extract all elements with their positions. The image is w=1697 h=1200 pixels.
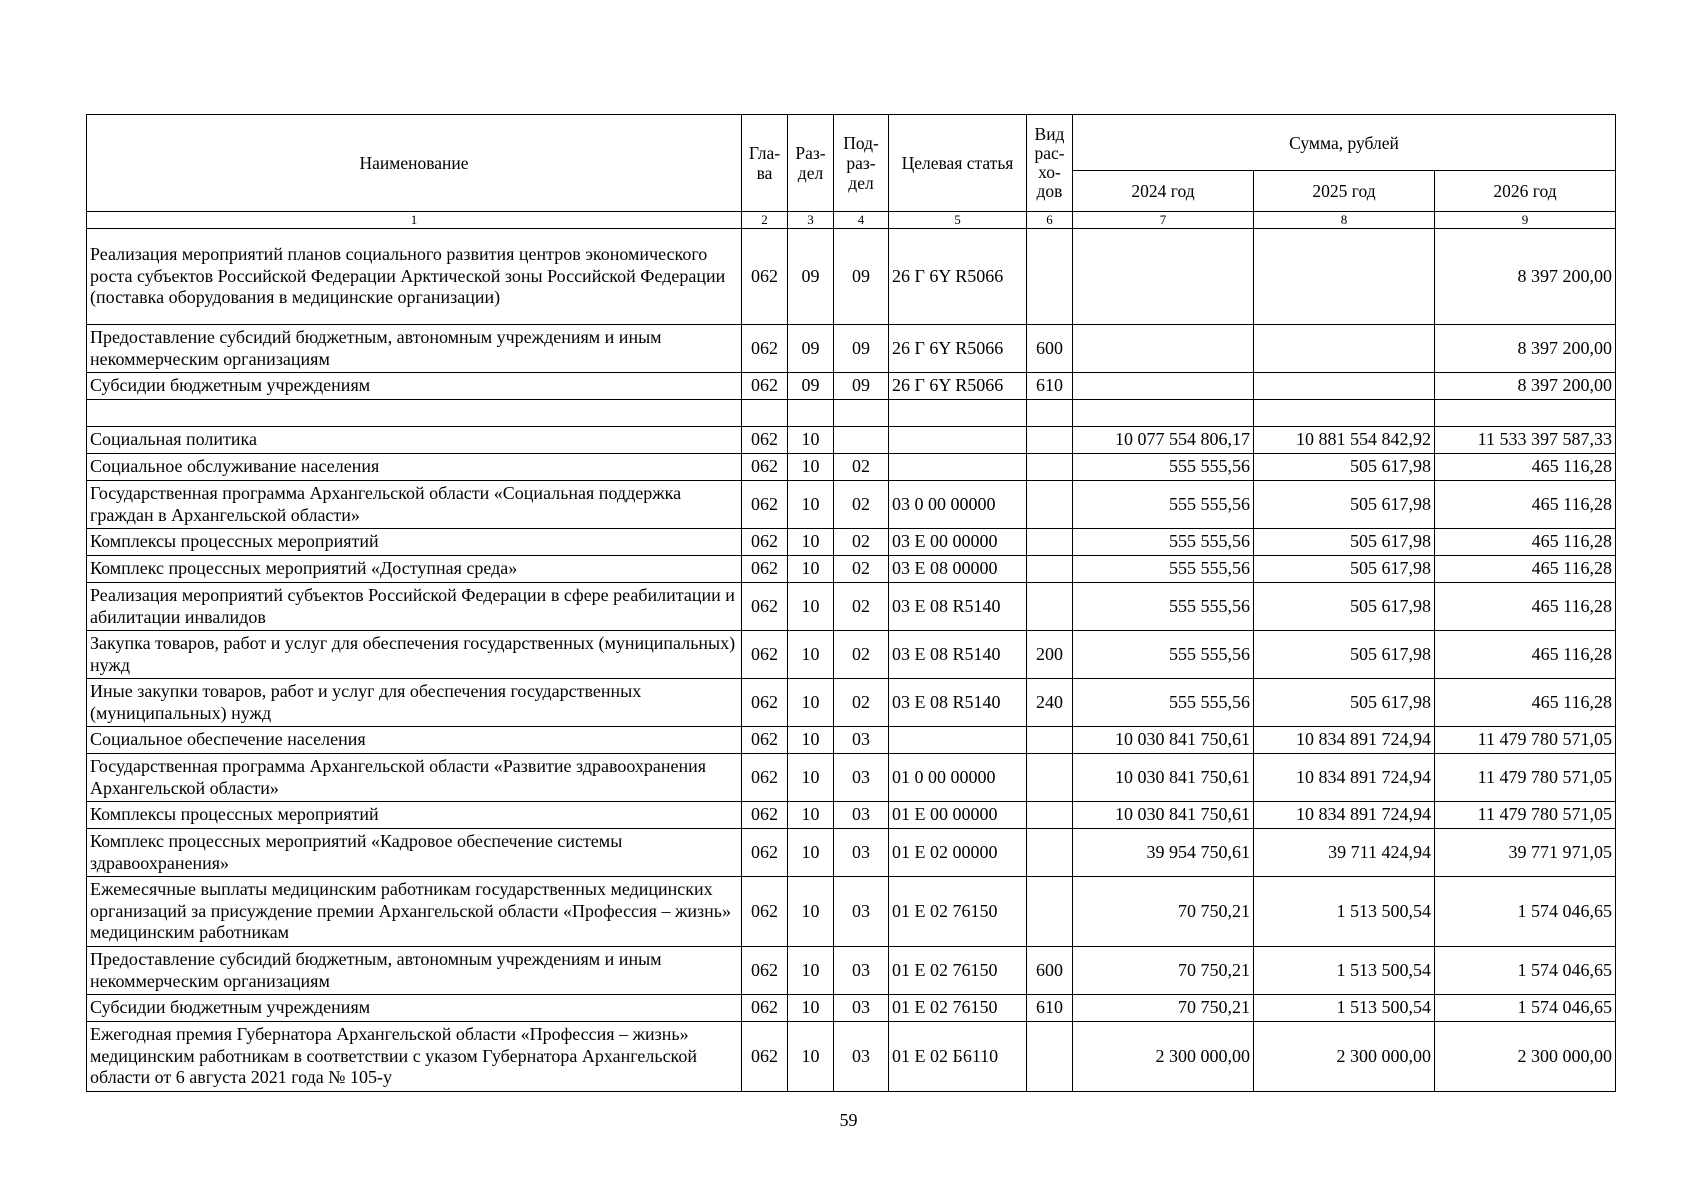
row-section: 10 — [788, 529, 834, 556]
table-body — [87, 229, 1616, 1092]
row-expense-type — [1027, 427, 1073, 454]
row-sum-2026: 465 116,28 — [1435, 529, 1616, 556]
row-sum-2026: 11 479 780 571,05 — [1435, 754, 1616, 802]
row-expense-type — [1027, 481, 1073, 529]
page-number: 59 — [839, 1110, 858, 1130]
row-target-article: 03 Е 00 00000 — [889, 529, 1027, 556]
row-sum-2026: 465 116,28 — [1435, 679, 1616, 727]
row-section: 10 — [788, 583, 834, 631]
table-row — [87, 481, 1616, 529]
row-subsection: 03 — [834, 1022, 889, 1092]
column-number: 1 — [87, 212, 742, 229]
column-number: 6 — [1027, 212, 1073, 229]
row-chapter: 062 — [742, 229, 788, 325]
row-target-article: 26 Г 6Y R5066 — [889, 229, 1027, 325]
row-name: Социальная политика — [87, 427, 742, 454]
row-target-article: 03 Е 08 00000 — [889, 556, 1027, 583]
table-row — [87, 829, 1616, 877]
header-chapter: Гла-ва — [742, 115, 788, 212]
row-name: Закупка товаров, работ и услуг для обеспечения государственных (муниципальных) нужд — [87, 631, 742, 679]
row-sum-2024: 555 555,56 — [1073, 583, 1254, 631]
row-expense-type — [1027, 802, 1073, 829]
column-number-row — [87, 212, 1616, 229]
row-sum-2026: 465 116,28 — [1435, 583, 1616, 631]
row-chapter: 062 — [742, 947, 788, 995]
row-sum-2025: 10 881 554 842,92 — [1254, 427, 1435, 454]
row-sum-2026: 11 479 780 571,05 — [1435, 802, 1616, 829]
row-name: Реализация мероприятий субъектов Российской Федерации в сфере реабилитации и абилитации инвалидов — [87, 583, 742, 631]
row-subsection: 03 — [834, 727, 889, 754]
budget-table — [86, 114, 1616, 1092]
row-sum-2025: 505 617,98 — [1254, 454, 1435, 481]
row-sum-2024: 555 555,56 — [1073, 679, 1254, 727]
row-name: Государственная программа Архангельской области «Развитие здравоохранения Архангельской области» — [87, 754, 742, 802]
row-chapter: 062 — [742, 583, 788, 631]
header-target-article: Целевая статья — [889, 115, 1027, 212]
row-sum-2026: 11 479 780 571,05 — [1435, 727, 1616, 754]
row-sum-2025: 505 617,98 — [1254, 631, 1435, 679]
row-sum-2025: 1 513 500,54 — [1254, 995, 1435, 1022]
row-target-article: 01 Е 02 00000 — [889, 829, 1027, 877]
row-sum-2025: 1 513 500,54 — [1254, 947, 1435, 995]
row-section: 10 — [788, 427, 834, 454]
row-name: Предоставление субсидий бюджетным, автономным учреждениям и иным некоммерческим организациям — [87, 947, 742, 995]
row-section: 10 — [788, 454, 834, 481]
row-subsection — [834, 400, 889, 427]
table-row — [87, 631, 1616, 679]
row-section: 10 — [788, 727, 834, 754]
table-row — [87, 427, 1616, 454]
row-sum-2024: 555 555,56 — [1073, 556, 1254, 583]
row-chapter: 062 — [742, 829, 788, 877]
row-sum-2026: 1 574 046,65 — [1435, 947, 1616, 995]
row-sum-2025 — [1254, 373, 1435, 400]
row-name: Комплекс процессных мероприятий «Доступная среда» — [87, 556, 742, 583]
row-subsection: 03 — [834, 995, 889, 1022]
row-name: Комплексы процессных мероприятий — [87, 802, 742, 829]
column-number: 4 — [834, 212, 889, 229]
table-row — [87, 229, 1616, 325]
header-subsection: Под-раз-дел — [834, 115, 889, 212]
row-target-article: 01 Е 00 00000 — [889, 802, 1027, 829]
header-sum: Сумма, рублей — [1073, 115, 1616, 171]
row-expense-type: 610 — [1027, 995, 1073, 1022]
row-section: 10 — [788, 556, 834, 583]
header-year-2024: 2024 год — [1073, 171, 1254, 212]
row-sum-2026: 8 397 200,00 — [1435, 229, 1616, 325]
row-sum-2024 — [1073, 400, 1254, 427]
row-sum-2026: 1 574 046,65 — [1435, 995, 1616, 1022]
row-target-article — [889, 727, 1027, 754]
table-row — [87, 373, 1616, 400]
row-sum-2026: 465 116,28 — [1435, 631, 1616, 679]
row-target-article — [889, 427, 1027, 454]
row-target-article: 01 0 00 00000 — [889, 754, 1027, 802]
row-name: Реализация мероприятий планов социального развития центров экономического роста субъектов Российской Федерации Арктической зоны Российской Федерации (поставка оборудования в медицинские организации) — [87, 229, 742, 325]
row-name: Ежемесячные выплаты медицинским работникам государственных медицинских организаций за присуждение премии Архангельской области «Профессия – жизнь» медицинским работникам — [87, 877, 742, 947]
column-number: 9 — [1435, 212, 1616, 229]
row-expense-type: 200 — [1027, 631, 1073, 679]
row-sum-2025: 505 617,98 — [1254, 583, 1435, 631]
row-sum-2026 — [1435, 400, 1616, 427]
header-name: Наименование — [87, 115, 742, 212]
row-expense-type — [1027, 754, 1073, 802]
row-chapter: 062 — [742, 373, 788, 400]
row-subsection: 03 — [834, 947, 889, 995]
row-name: Иные закупки товаров, работ и услуг для обеспечения государственных (муниципальных) нужд — [87, 679, 742, 727]
row-expense-type — [1027, 727, 1073, 754]
row-sum-2025: 505 617,98 — [1254, 529, 1435, 556]
row-subsection: 02 — [834, 583, 889, 631]
row-section: 10 — [788, 631, 834, 679]
row-sum-2024: 555 555,56 — [1073, 631, 1254, 679]
row-chapter: 062 — [742, 877, 788, 947]
header-year-2025: 2025 год — [1254, 171, 1435, 212]
row-sum-2026: 11 533 397 587,33 — [1435, 427, 1616, 454]
table-row — [87, 556, 1616, 583]
row-sum-2026: 465 116,28 — [1435, 454, 1616, 481]
table-row — [87, 802, 1616, 829]
row-expense-type — [1027, 1022, 1073, 1092]
column-number: 2 — [742, 212, 788, 229]
row-sum-2026: 1 574 046,65 — [1435, 877, 1616, 947]
row-section: 10 — [788, 679, 834, 727]
table-row — [87, 947, 1616, 995]
row-expense-type: 600 — [1027, 325, 1073, 373]
row-name — [87, 400, 742, 427]
row-section: 09 — [788, 325, 834, 373]
row-expense-type — [1027, 556, 1073, 583]
row-target-article: 01 Е 02 76150 — [889, 995, 1027, 1022]
row-target-article — [889, 400, 1027, 427]
row-sum-2025: 505 617,98 — [1254, 679, 1435, 727]
row-section: 09 — [788, 229, 834, 325]
row-sum-2026: 2 300 000,00 — [1435, 1022, 1616, 1092]
row-subsection: 03 — [834, 877, 889, 947]
row-chapter: 062 — [742, 556, 788, 583]
table-row — [87, 400, 1616, 427]
row-target-article: 26 Г 6Y R5066 — [889, 325, 1027, 373]
row-subsection: 09 — [834, 373, 889, 400]
row-name: Государственная программа Архангельской области «Социальная поддержка граждан в Архангельской области» — [87, 481, 742, 529]
row-target-article: 03 Е 08 R5140 — [889, 583, 1027, 631]
row-expense-type — [1027, 583, 1073, 631]
row-sum-2024: 70 750,21 — [1073, 947, 1254, 995]
row-sum-2024: 70 750,21 — [1073, 877, 1254, 947]
header-expense-type-line: хо- — [1038, 162, 1061, 182]
row-chapter: 062 — [742, 325, 788, 373]
row-target-article: 01 Е 02 76150 — [889, 947, 1027, 995]
row-target-article: 01 Е 02 Б6110 — [889, 1022, 1027, 1092]
row-name: Социальное обслуживание населения — [87, 454, 742, 481]
row-name: Ежегодная премия Губернатора Архангельской области «Профессия – жизнь» медицинским работникам в соответствии с указом Губернатора Архангельской области от 6 августа 2021 года № 105-у — [87, 1022, 742, 1092]
row-target-article — [889, 454, 1027, 481]
row-subsection — [834, 427, 889, 454]
row-expense-type — [1027, 229, 1073, 325]
row-section: 09 — [788, 373, 834, 400]
row-name: Субсидии бюджетным учреждениям — [87, 373, 742, 400]
header-expense-type — [1027, 115, 1073, 212]
row-section: 10 — [788, 877, 834, 947]
row-sum-2026: 8 397 200,00 — [1435, 373, 1616, 400]
table-row — [87, 995, 1616, 1022]
table-row — [87, 454, 1616, 481]
row-name: Предоставление субсидий бюджетным, автономным учреждениям и иным некоммерческим организациям — [87, 325, 742, 373]
row-expense-type — [1027, 454, 1073, 481]
row-subsection: 02 — [834, 556, 889, 583]
row-chapter: 062 — [742, 802, 788, 829]
row-sum-2025: 39 711 424,94 — [1254, 829, 1435, 877]
row-subsection: 03 — [834, 802, 889, 829]
row-chapter: 062 — [742, 1022, 788, 1092]
row-chapter: 062 — [742, 754, 788, 802]
row-name: Комплексы процессных мероприятий — [87, 529, 742, 556]
row-sum-2026: 8 397 200,00 — [1435, 325, 1616, 373]
row-section: 10 — [788, 802, 834, 829]
column-number: 3 — [788, 212, 834, 229]
row-name: Субсидии бюджетным учреждениям — [87, 995, 742, 1022]
row-sum-2024: 10 077 554 806,17 — [1073, 427, 1254, 454]
row-chapter: 062 — [742, 454, 788, 481]
row-expense-type — [1027, 829, 1073, 877]
row-sum-2024: 39 954 750,61 — [1073, 829, 1254, 877]
row-sum-2024: 10 030 841 750,61 — [1073, 727, 1254, 754]
row-target-article: 26 Г 6Y R5066 — [889, 373, 1027, 400]
column-number: 7 — [1073, 212, 1254, 229]
header-expense-type-line: рас- — [1034, 143, 1065, 163]
row-chapter: 062 — [742, 727, 788, 754]
row-sum-2024: 10 030 841 750,61 — [1073, 802, 1254, 829]
row-sum-2026: 39 771 971,05 — [1435, 829, 1616, 877]
row-chapter: 062 — [742, 679, 788, 727]
row-sum-2025: 1 513 500,54 — [1254, 877, 1435, 947]
row-subsection: 02 — [834, 454, 889, 481]
table-row — [87, 754, 1616, 802]
row-section: 10 — [788, 995, 834, 1022]
row-section: 10 — [788, 754, 834, 802]
row-subsection: 02 — [834, 631, 889, 679]
column-number: 8 — [1254, 212, 1435, 229]
row-sum-2025: 505 617,98 — [1254, 556, 1435, 583]
row-section: 10 — [788, 481, 834, 529]
row-name: Комплекс процессных мероприятий «Кадровое обеспечение системы здравоохранения» — [87, 829, 742, 877]
row-sum-2024: 10 030 841 750,61 — [1073, 754, 1254, 802]
table-row — [87, 727, 1616, 754]
row-sum-2024: 555 555,56 — [1073, 529, 1254, 556]
row-sum-2024 — [1073, 229, 1254, 325]
row-subsection: 09 — [834, 325, 889, 373]
row-expense-type: 600 — [1027, 947, 1073, 995]
row-chapter — [742, 400, 788, 427]
header-expense-type-line: дов — [1036, 181, 1063, 201]
row-chapter: 062 — [742, 631, 788, 679]
row-sum-2024: 555 555,56 — [1073, 454, 1254, 481]
row-sum-2024 — [1073, 325, 1254, 373]
row-chapter: 062 — [742, 427, 788, 454]
header-expense-type-line: Вид — [1034, 124, 1065, 144]
row-subsection: 09 — [834, 229, 889, 325]
row-sum-2024: 70 750,21 — [1073, 995, 1254, 1022]
row-sum-2025: 505 617,98 — [1254, 481, 1435, 529]
column-number: 5 — [889, 212, 1027, 229]
row-target-article: 03 Е 08 R5140 — [889, 631, 1027, 679]
row-chapter: 062 — [742, 995, 788, 1022]
row-subsection: 02 — [834, 481, 889, 529]
row-sum-2024 — [1073, 373, 1254, 400]
row-expense-type — [1027, 400, 1073, 427]
row-section: 10 — [788, 1022, 834, 1092]
row-sum-2024: 2 300 000,00 — [1073, 1022, 1254, 1092]
row-section: 10 — [788, 829, 834, 877]
row-section — [788, 400, 834, 427]
table-row — [87, 529, 1616, 556]
row-sum-2025: 10 834 891 724,94 — [1254, 727, 1435, 754]
row-chapter: 062 — [742, 481, 788, 529]
table-row — [87, 325, 1616, 373]
row-sum-2025: 2 300 000,00 — [1254, 1022, 1435, 1092]
row-expense-type: 610 — [1027, 373, 1073, 400]
row-section: 10 — [788, 947, 834, 995]
row-expense-type: 240 — [1027, 679, 1073, 727]
row-subsection: 02 — [834, 679, 889, 727]
row-sum-2025 — [1254, 400, 1435, 427]
row-name: Социальное обеспечение населения — [87, 727, 742, 754]
row-expense-type — [1027, 529, 1073, 556]
header-year-2026: 2026 год — [1435, 171, 1616, 212]
row-sum-2025: 10 834 891 724,94 — [1254, 802, 1435, 829]
row-target-article: 03 Е 08 R5140 — [889, 679, 1027, 727]
row-sum-2025 — [1254, 325, 1435, 373]
row-sum-2026: 465 116,28 — [1435, 481, 1616, 529]
row-expense-type — [1027, 877, 1073, 947]
header-section: Раз-дел — [788, 115, 834, 212]
row-sum-2025: 10 834 891 724,94 — [1254, 754, 1435, 802]
row-subsection: 02 — [834, 529, 889, 556]
table-row — [87, 583, 1616, 631]
row-target-article: 01 Е 02 76150 — [889, 877, 1027, 947]
row-sum-2026: 465 116,28 — [1435, 556, 1616, 583]
table-row — [87, 877, 1616, 947]
row-sum-2025 — [1254, 229, 1435, 325]
row-sum-2024: 555 555,56 — [1073, 481, 1254, 529]
row-target-article: 03 0 00 00000 — [889, 481, 1027, 529]
row-subsection: 03 — [834, 829, 889, 877]
table-row — [87, 679, 1616, 727]
row-chapter: 062 — [742, 529, 788, 556]
table-row — [87, 1022, 1616, 1092]
row-subsection: 03 — [834, 754, 889, 802]
